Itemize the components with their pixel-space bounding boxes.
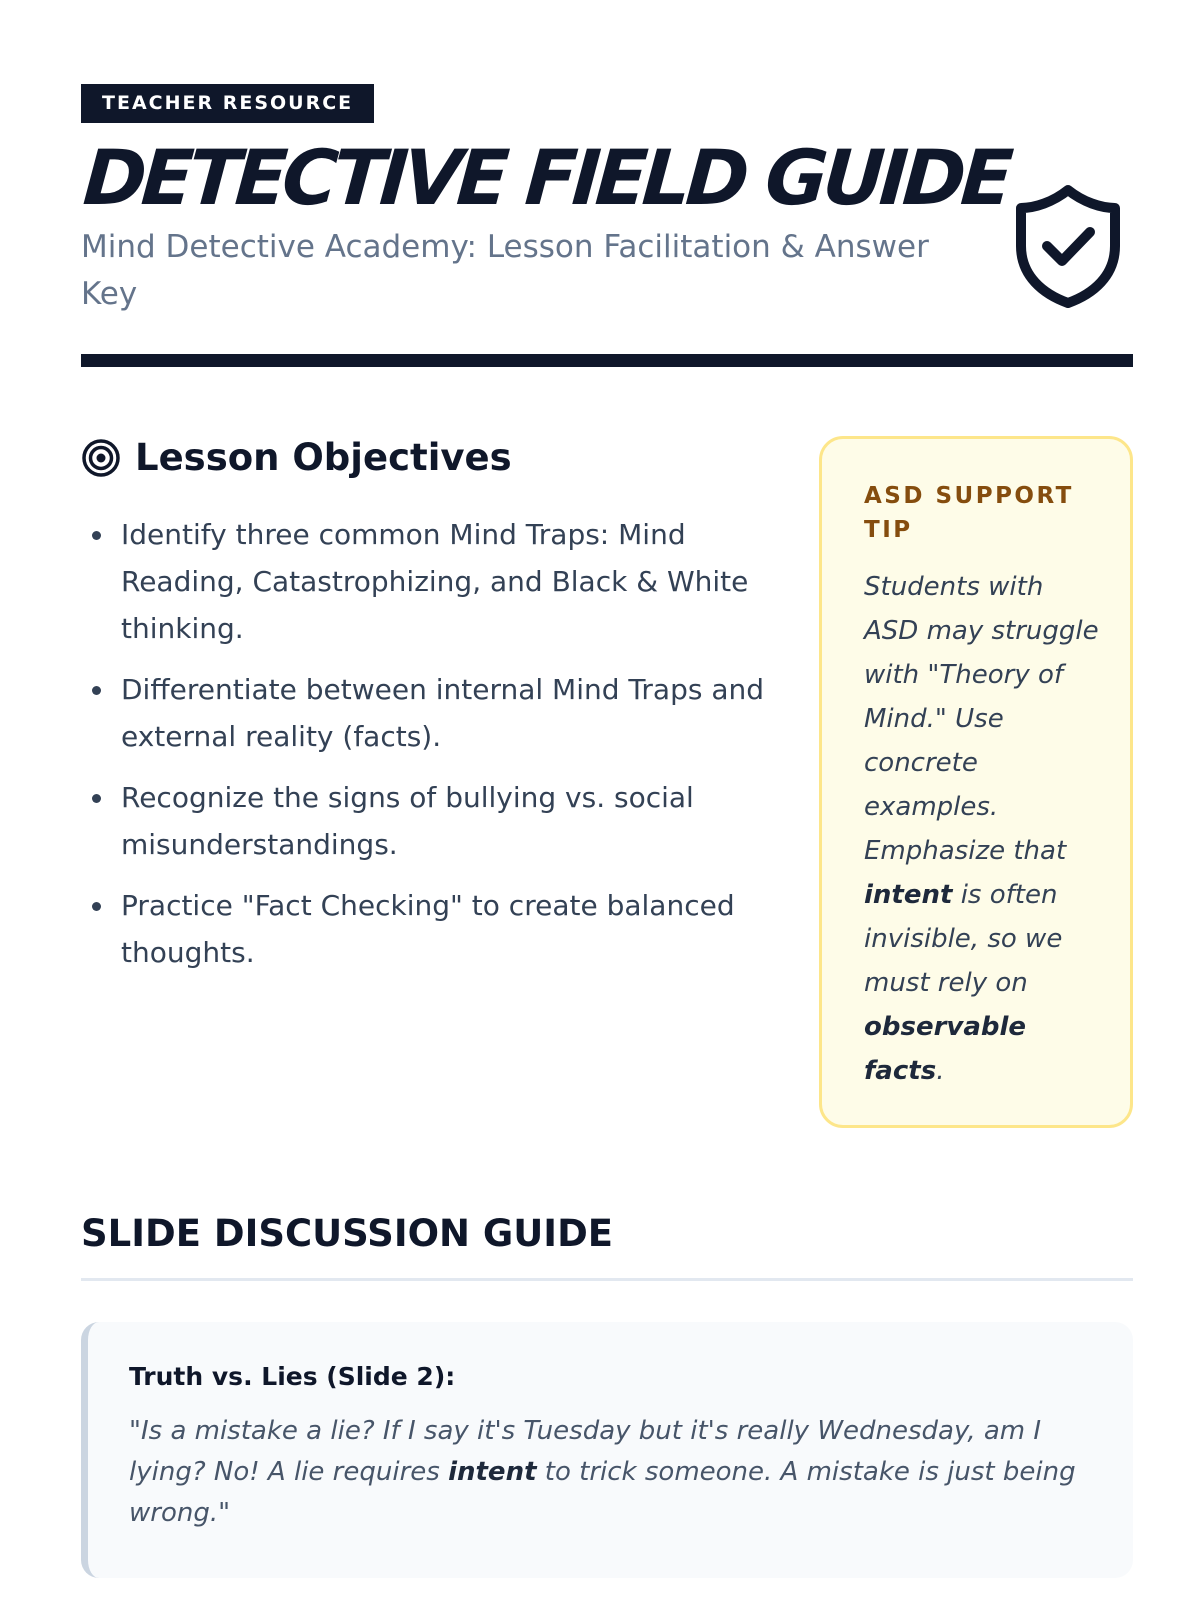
tip-text-part: Students with ASD may struggle with "Theory of Mind." Use concrete examples. Emphasize that <box>864 572 1099 866</box>
tip-emphasis-facts: observable facts <box>864 1012 1027 1086</box>
slide-guide-title: SLIDE DISCUSSION GUIDE <box>81 1212 614 1255</box>
objectives-title: Lesson Objectives <box>135 436 512 479</box>
objectives-list <box>81 511 781 976</box>
tip-text-part: . <box>936 1056 945 1086</box>
slide-card <box>81 1322 1133 1578</box>
objectives-header <box>81 436 781 479</box>
shield-check-icon <box>1013 184 1123 309</box>
field-guide-page <box>80 84 1133 1528</box>
tip-text-part: is often invisible, so we must rely on <box>864 880 1063 998</box>
page-subtitle: Mind Detective Academy: Lesson Facilitation & Answer Key <box>81 229 929 312</box>
quote-part: to trick someone. A mistake is just being wrong." <box>129 1457 1076 1528</box>
page-title: DETECTIVE FIELD GUIDE <box>80 133 1012 222</box>
slide-quote <box>129 1411 1093 1534</box>
objective-item: Differentiate between internal Mind Traps and external reality (facts). <box>81 666 781 760</box>
objective-item: Practice "Fact Checking" to create balanced thoughts. <box>81 882 781 976</box>
quote-emphasis: intent <box>448 1457 537 1487</box>
asd-support-tip <box>819 436 1133 1128</box>
tip-text <box>864 565 1100 1093</box>
tip-emphasis-intent: intent <box>864 880 953 910</box>
guide-header <box>81 84 1133 356</box>
guide-divider <box>81 1278 1133 1281</box>
slide-heading: Truth vs. Lies (Slide 2): <box>129 1362 456 1391</box>
teacher-resource-tag: TEACHER RESOURCE <box>81 84 374 123</box>
target-icon <box>81 438 121 478</box>
objective-item: Recognize the signs of bullying vs. social misunderstandings. <box>81 774 781 868</box>
header-divider <box>81 354 1133 367</box>
quote-part: "Is a mistake a lie? If I say it's Tuesday but it's really Wednesday, am I lying? No! A lie requires <box>129 1416 1042 1487</box>
lesson-objectives <box>81 436 781 990</box>
tip-label: ASD SUPPORT TIP <box>864 483 1074 543</box>
objective-item: Identify three common Mind Traps: Mind Reading, Catastrophizing, and Black & White thinking. <box>81 511 781 652</box>
